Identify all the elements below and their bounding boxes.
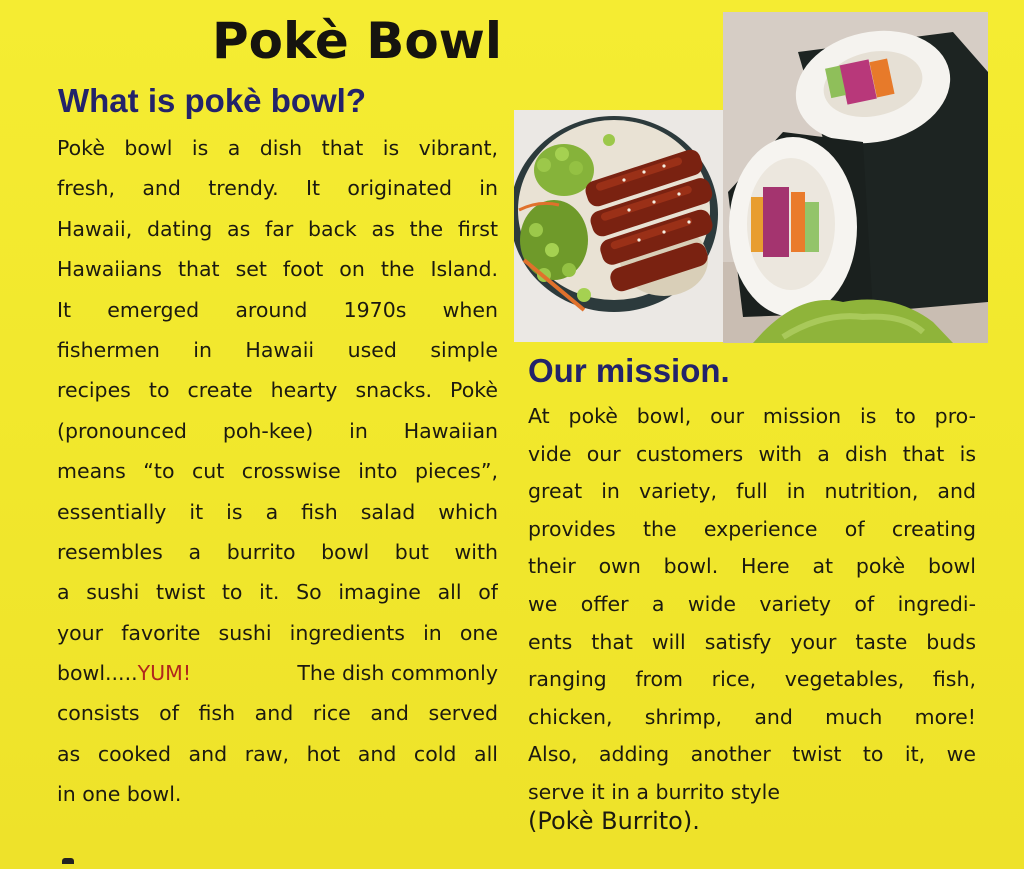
yum-line-after: The dish commonly [290,661,498,686]
text-line: (pronounced poh-kee) in Hawaiian [57,418,498,443]
text-line: fishermen in Hawaii used simple [57,337,498,362]
text-line: provides the experience of creating [528,516,976,541]
text-line: At pokè bowl, our mission is to pro- [528,404,976,428]
yum-line-before: bowl..... [57,661,138,686]
text-line: vide our customers with a dish that is [528,441,976,466]
text-line: their own bowl. Here at pokè bowl [528,554,976,579]
what-is-body [57,128,498,815]
poke-bowl-photo [514,110,726,342]
text-line: It emerged around 1970s when [57,297,498,322]
mission-body [528,398,976,812]
text-line: chicken, shrimp, and much more! [528,704,976,729]
text-line-last: serve it in a burrito style [528,779,780,804]
text-line: Hawaiians that set foot on the Island. [57,257,498,282]
text-line: we offer a wide variety of ingredi- [528,591,976,616]
text-line: a sushi twist to it. So imagine all of [57,580,498,605]
page-title: Pokè Bowl [212,12,503,70]
what-is-heading: What is pokè bowl? [58,82,367,119]
yum-highlight: YUM! [137,661,192,686]
text-line: recipes to create hearty snacks. Pokè [57,378,498,403]
text-line: essentially it is a fish salad which [57,499,498,524]
text-line: as cooked and raw, hot and cold all [57,741,498,766]
text-line: ents that will satisfy your taste buds [528,629,976,654]
text-line: great in variety, full in nutrition, and [528,479,976,504]
yum-line [57,653,498,693]
text-line: means “to cut crosswise into pieces”, [57,459,498,484]
text-line: consists of fish and rice and served [57,701,498,726]
text-line: Also, adding another twist to it, we [528,742,976,767]
text-line: Pokè bowl is a dish that is vibrant, [57,136,498,160]
poke-burrito-photo [723,12,988,343]
text-line: Hawaii, dating as far back as the first [57,216,498,241]
text-line: fresh, and trendy. It originated in [57,176,498,201]
mission-heading: Our mission. [528,352,730,389]
text-line: ranging from rice, vegetables, fish, [528,667,976,692]
page-number-fragment [62,858,74,864]
yum-line-lead [57,653,191,693]
text-line: resembles a burrito bowl but with [57,539,498,564]
text-line: your favorite sushi ingredients in one [57,620,498,645]
poke-burrito-label: (Pokè Burrito). [528,807,700,835]
text-line-last: in one bowl. [57,782,182,807]
